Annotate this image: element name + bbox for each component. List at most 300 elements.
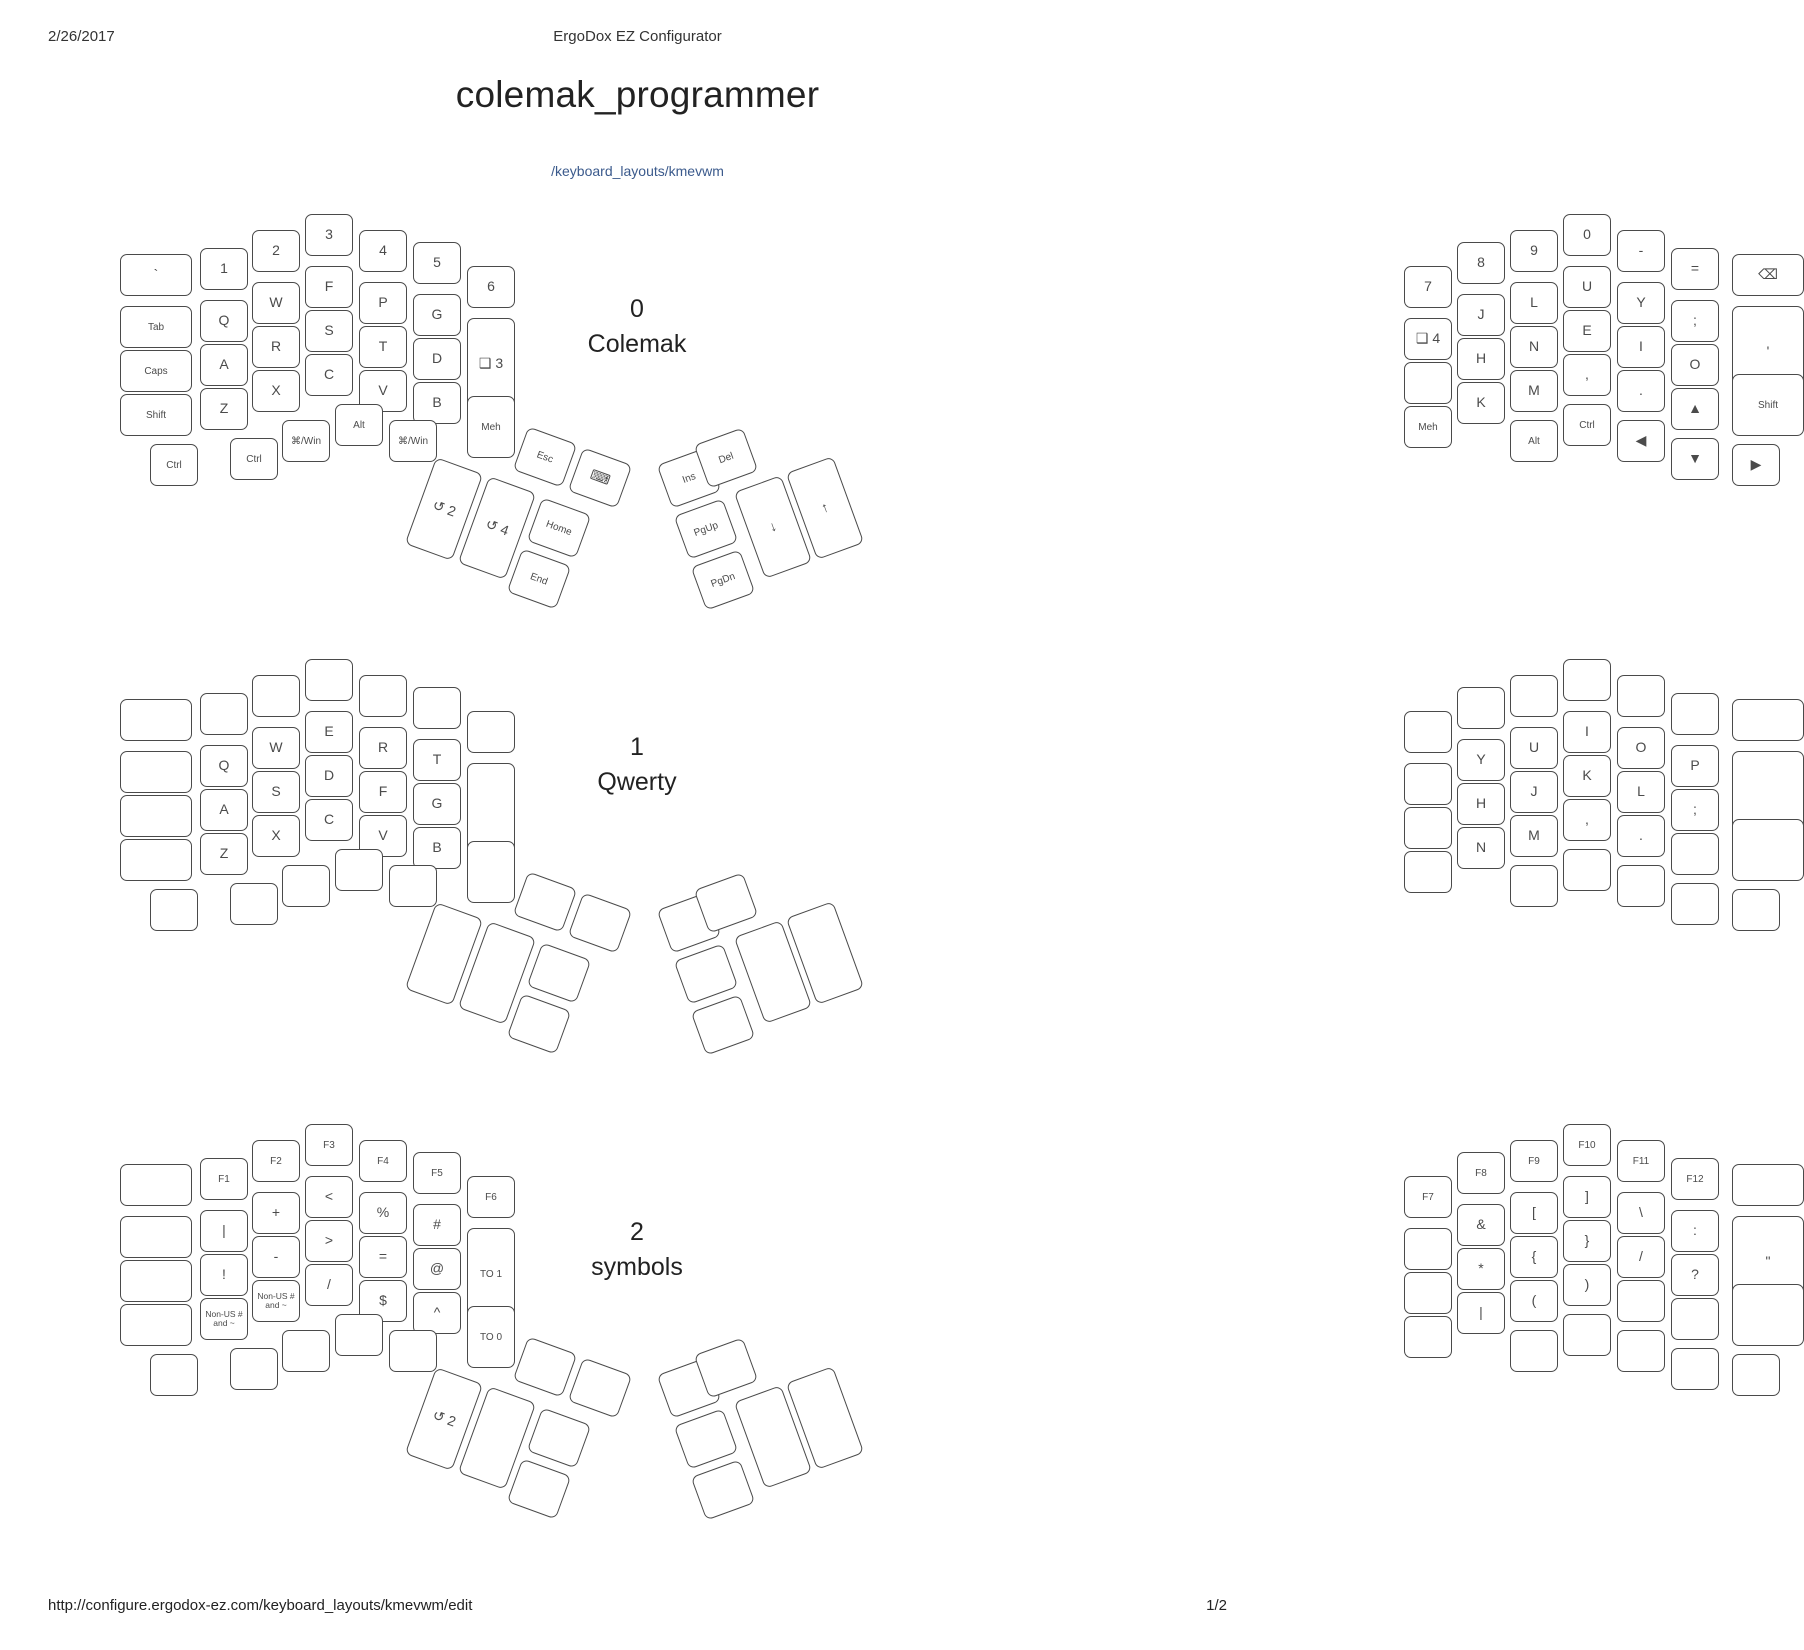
- keyboard-key[interactable]: [1563, 711, 1611, 753]
- keyboard-key[interactable]: [1404, 763, 1452, 805]
- keyboard-key[interactable]: [1671, 745, 1719, 787]
- keyboard-key[interactable]: [1617, 675, 1665, 717]
- key-label: O: [1689, 356, 1701, 373]
- keyboard-key[interactable]: [200, 833, 248, 875]
- keyboard-key[interactable]: [252, 1192, 300, 1234]
- keyboard-key[interactable]: [359, 727, 407, 769]
- keyboard-key[interactable]: [1617, 370, 1665, 412]
- key-label: Q: [218, 312, 230, 329]
- keyboard-key[interactable]: [335, 849, 383, 891]
- key-label: L: [1530, 294, 1538, 311]
- keyboard-key[interactable]: [252, 326, 300, 368]
- key-label: `: [153, 266, 159, 283]
- keyboard-key[interactable]: [467, 1176, 515, 1218]
- keyboard-key[interactable]: [305, 266, 353, 308]
- keyboard-key[interactable]: [568, 447, 633, 508]
- keyboard-key[interactable]: [200, 300, 248, 342]
- key-label: [: [1532, 1204, 1536, 1221]
- keyboard-key[interactable]: [200, 789, 248, 831]
- keyboard-key[interactable]: [1510, 815, 1558, 857]
- keyboard-key[interactable]: [1732, 1164, 1804, 1206]
- key-label: 7: [1424, 278, 1432, 295]
- key-label: Alt: [1528, 435, 1540, 447]
- keyboard-key[interactable]: [1404, 1316, 1452, 1358]
- key-label: 9: [1530, 242, 1538, 259]
- layer-2-name: symbols: [591, 1252, 683, 1281]
- key-label: ⌨: [588, 466, 613, 489]
- key-label: F12: [1686, 1173, 1704, 1185]
- keyboard-key[interactable]: [1563, 310, 1611, 352]
- keyboard-key[interactable]: [230, 438, 278, 480]
- keyboard-key[interactable]: [1617, 1330, 1665, 1372]
- keyboard-key[interactable]: [1671, 1254, 1719, 1296]
- key-label: -: [1638, 242, 1644, 259]
- keyboard-key[interactable]: [1671, 883, 1719, 925]
- keyboard-key[interactable]: [1563, 214, 1611, 256]
- keyboard-key[interactable]: [252, 1280, 300, 1322]
- keyboard-key[interactable]: [691, 994, 756, 1055]
- keyboard-key[interactable]: [200, 1158, 248, 1200]
- keyboard-key[interactable]: [1617, 1140, 1665, 1182]
- keyboard-key[interactable]: [305, 799, 353, 841]
- key-label: .: [1639, 382, 1643, 399]
- layer-0-number: 0: [630, 295, 644, 323]
- key-label: Y: [1636, 294, 1646, 311]
- keyboard-key[interactable]: [335, 1314, 383, 1356]
- keyboard-key[interactable]: [252, 675, 300, 717]
- keyboard-key[interactable]: [1732, 889, 1780, 931]
- keyboard-key[interactable]: [120, 751, 192, 793]
- key-label: ▶: [1750, 456, 1762, 473]
- layer-1-label: [537, 730, 737, 799]
- keyboard-key[interactable]: [252, 370, 300, 412]
- keyboard-key[interactable]: [120, 1304, 192, 1346]
- keyboard-key[interactable]: [120, 1164, 192, 1206]
- keyboard-key[interactable]: [1732, 819, 1804, 881]
- keyboard-key[interactable]: [305, 755, 353, 797]
- key-label: P: [1690, 757, 1700, 774]
- keyboard-key[interactable]: [252, 282, 300, 324]
- key-label: /: [1639, 1248, 1643, 1265]
- keyboard-key[interactable]: [200, 1254, 248, 1296]
- key-label: X: [271, 827, 281, 844]
- keyboard-key[interactable]: [150, 444, 198, 486]
- keyboard-key[interactable]: [120, 1216, 192, 1258]
- keyboard-key[interactable]: [359, 771, 407, 813]
- keyboard-key[interactable]: [1671, 789, 1719, 831]
- keyboard-key[interactable]: [527, 497, 592, 558]
- keyboard-key[interactable]: [359, 326, 407, 368]
- keyboard-key[interactable]: [1732, 444, 1780, 486]
- key-label: F3: [323, 1139, 335, 1151]
- key-label: W: [269, 294, 283, 311]
- keyboard-key[interactable]: [1510, 1236, 1558, 1278]
- key-label: ↑: [818, 498, 831, 517]
- keyboard-key[interactable]: [1563, 755, 1611, 797]
- keyboard-key[interactable]: [1617, 865, 1665, 907]
- keyboard-key[interactable]: [1510, 282, 1558, 324]
- key-label: Z: [219, 400, 229, 417]
- keyboard-key[interactable]: [1671, 1210, 1719, 1252]
- keyboard-key[interactable]: [467, 711, 515, 753]
- keyboard-key[interactable]: [1617, 282, 1665, 324]
- key-label: R: [377, 739, 389, 756]
- keyboard-key[interactable]: [359, 1236, 407, 1278]
- keyboard-key[interactable]: [305, 1264, 353, 1306]
- keyboard-key[interactable]: [413, 783, 461, 825]
- key-label: P: [378, 294, 388, 311]
- keyboard-key[interactable]: [1457, 739, 1505, 781]
- keyboard-key[interactable]: [305, 1220, 353, 1262]
- keyboard-key[interactable]: [1563, 799, 1611, 841]
- keyboard-key[interactable]: [150, 889, 198, 931]
- keyboard-key[interactable]: [568, 1357, 633, 1418]
- keyboard-key[interactable]: [305, 1124, 353, 1166]
- keyboard-key[interactable]: [1563, 1176, 1611, 1218]
- keyboard-key[interactable]: [200, 248, 248, 290]
- keyboard-key[interactable]: [413, 1248, 461, 1290]
- keyboard-key[interactable]: [1404, 362, 1452, 404]
- keyboard-key[interactable]: [1563, 849, 1611, 891]
- keyboard-key[interactable]: [1563, 266, 1611, 308]
- keyboard-key[interactable]: [1563, 1264, 1611, 1306]
- keyboard-key[interactable]: [1510, 771, 1558, 813]
- keyboard-key[interactable]: [1563, 354, 1611, 396]
- key-label: F4: [377, 1155, 389, 1167]
- keyboard-key[interactable]: [305, 711, 353, 753]
- layer-1-number: 1: [630, 733, 644, 761]
- keyboard-key[interactable]: [1510, 1280, 1558, 1322]
- keyboard-key[interactable]: [467, 841, 515, 903]
- key-label: J: [1477, 306, 1485, 323]
- key-label: F10: [1578, 1139, 1596, 1151]
- key-label: N: [1528, 338, 1540, 355]
- key-label: 5: [433, 254, 441, 271]
- keyboard-key[interactable]: [1457, 687, 1505, 729]
- keyboard-key[interactable]: [230, 1348, 278, 1390]
- keyboard-key[interactable]: [282, 1330, 330, 1372]
- key-label: ;: [1693, 312, 1697, 329]
- keyboard-key[interactable]: [513, 426, 578, 487]
- keyboard-key[interactable]: [1457, 242, 1505, 284]
- keyboard-key[interactable]: [1404, 406, 1452, 448]
- keyboard-key[interactable]: [120, 350, 192, 392]
- key-label: B: [432, 839, 442, 856]
- key-label: ⌘/Win: [398, 435, 428, 447]
- keyboard-key[interactable]: [1617, 771, 1665, 813]
- key-label: U: [1581, 278, 1593, 295]
- key-label: R: [270, 338, 282, 355]
- keyboard-key[interactable]: [513, 1336, 578, 1397]
- key-label: F9: [1528, 1155, 1540, 1167]
- key-label: K: [1476, 394, 1486, 411]
- keyboard-key[interactable]: [1671, 693, 1719, 735]
- keyboard-key[interactable]: [1510, 230, 1558, 272]
- keyboard-key[interactable]: [305, 310, 353, 352]
- keyboard-key[interactable]: [200, 388, 248, 430]
- keyboard-key[interactable]: [1404, 266, 1452, 308]
- keyboard-key[interactable]: [1457, 783, 1505, 825]
- keyboard-key[interactable]: [1732, 254, 1804, 296]
- key-label: Alt: [353, 419, 365, 431]
- keyboard-key[interactable]: [1563, 404, 1611, 446]
- key-label: \: [1639, 1204, 1643, 1221]
- keyboard-key[interactable]: [568, 892, 633, 953]
- keyboard-key[interactable]: [1617, 727, 1665, 769]
- key-label: ❑ 3: [478, 355, 504, 372]
- keyboard-key[interactable]: [1404, 807, 1452, 849]
- key-label: A: [219, 801, 229, 818]
- keyboard-key[interactable]: [120, 306, 192, 348]
- keyboard-key[interactable]: [513, 871, 578, 932]
- keyboard-key[interactable]: [1404, 711, 1452, 753]
- keyboard-key[interactable]: [1732, 1354, 1780, 1396]
- layout-path-link[interactable]: /keyboard_layouts/kmevwm: [551, 163, 724, 179]
- key-label: =: [378, 1248, 388, 1265]
- key-label: F6: [485, 1191, 497, 1203]
- keyboard-key[interactable]: [1671, 1298, 1719, 1340]
- keyboard-key[interactable]: [252, 727, 300, 769]
- key-label: !: [222, 1266, 226, 1283]
- keyboard-key[interactable]: [1617, 326, 1665, 368]
- keyboard-key[interactable]: [674, 943, 739, 1004]
- keyboard-key[interactable]: [282, 865, 330, 907]
- keyboard-key[interactable]: [691, 549, 756, 610]
- keyboard-key[interactable]: [1510, 1330, 1558, 1372]
- keyboard-key[interactable]: [1617, 1192, 1665, 1234]
- keyboard-key[interactable]: [150, 1354, 198, 1396]
- keyboard-key[interactable]: [252, 771, 300, 813]
- keyboard-key[interactable]: [467, 266, 515, 308]
- keyboard-key[interactable]: [389, 420, 437, 462]
- key-label: ": [1765, 1253, 1771, 1270]
- keyboard-key[interactable]: [1404, 1176, 1452, 1218]
- keyboard-key[interactable]: [359, 1140, 407, 1182]
- keyboard-key[interactable]: [467, 1306, 515, 1368]
- keyboard-key[interactable]: [305, 1176, 353, 1218]
- key-label: ↺ 2: [430, 1406, 458, 1430]
- keyboard-key[interactable]: [1510, 727, 1558, 769]
- keyboard-key[interactable]: [389, 865, 437, 907]
- key-label: V: [378, 382, 388, 399]
- layer-2-number: 2: [630, 1218, 644, 1246]
- keyboard-key[interactable]: [1617, 815, 1665, 857]
- keyboard-key[interactable]: [1671, 1348, 1719, 1390]
- keyboard-key[interactable]: [1563, 1124, 1611, 1166]
- keyboard-key[interactable]: [252, 230, 300, 272]
- keyboard-key[interactable]: [120, 839, 192, 881]
- keyboard-key[interactable]: [120, 795, 192, 837]
- keyboard-key[interactable]: [200, 344, 248, 386]
- keyboard-key[interactable]: [1671, 344, 1719, 386]
- keyboard-key[interactable]: [1671, 388, 1719, 430]
- keyboard-key[interactable]: [359, 1192, 407, 1234]
- key-label: 6: [487, 278, 495, 295]
- keyboard-key[interactable]: [1510, 865, 1558, 907]
- key-label: End: [528, 570, 550, 588]
- keyboard-key[interactable]: [1457, 294, 1505, 336]
- key-label: U: [1528, 739, 1540, 756]
- keyboard-key[interactable]: [335, 404, 383, 446]
- key-label: TO 0: [479, 1331, 503, 1343]
- key-label: K: [1582, 767, 1592, 784]
- keyboard-key[interactable]: [200, 1298, 248, 1340]
- key-label: I: [1585, 723, 1589, 740]
- key-label: S: [271, 783, 281, 800]
- keyboard-key[interactable]: [1671, 833, 1719, 875]
- keyboard-key[interactable]: [507, 1458, 572, 1519]
- keyboard-key[interactable]: [1617, 420, 1665, 462]
- key-label: Shift: [1757, 399, 1778, 411]
- key-label: |: [1479, 1304, 1483, 1321]
- keyboard-key[interactable]: [1457, 338, 1505, 380]
- keyboard-key[interactable]: [691, 1459, 756, 1520]
- keyboard-key[interactable]: [1510, 370, 1558, 412]
- keyboard-key[interactable]: [389, 1330, 437, 1372]
- keyboard-key[interactable]: [1617, 230, 1665, 272]
- keyboard-key[interactable]: [200, 745, 248, 787]
- key-label: L: [1637, 783, 1645, 800]
- keyboard-key[interactable]: [1671, 1158, 1719, 1200]
- keyboard-key[interactable]: [359, 675, 407, 717]
- keyboard-key[interactable]: [1510, 420, 1558, 462]
- keyboard-key[interactable]: [413, 687, 461, 729]
- keyboard-key[interactable]: [467, 396, 515, 458]
- keyboard-key[interactable]: [527, 1407, 592, 1468]
- key-label: ⌘/Win: [291, 435, 321, 447]
- keyboard-key[interactable]: [305, 354, 353, 396]
- key-label: .: [1639, 827, 1643, 844]
- key-label: #: [433, 1216, 441, 1233]
- keyboard-key[interactable]: [1510, 326, 1558, 368]
- key-label: Del: [717, 450, 735, 466]
- keyboard-key[interactable]: [1671, 438, 1719, 480]
- key-label: Meh: [481, 421, 501, 433]
- keyboard-key[interactable]: [1457, 382, 1505, 424]
- key-label: Non-US # and ~: [257, 1290, 295, 1310]
- keyboard-key[interactable]: [305, 214, 353, 256]
- keyboard-key[interactable]: [1457, 1292, 1505, 1334]
- key-label: O: [1635, 739, 1647, 756]
- keyboard-key[interactable]: [1457, 1152, 1505, 1194]
- key-label: :: [1693, 1222, 1697, 1239]
- key-label: F: [324, 278, 334, 295]
- keyboard-key[interactable]: [1404, 318, 1452, 360]
- keyboard-key[interactable]: [1732, 374, 1804, 436]
- key-label: J: [1530, 783, 1538, 800]
- key-label: 8: [1477, 254, 1485, 271]
- keyboard-key[interactable]: [200, 1210, 248, 1252]
- key-label: Y: [1476, 751, 1486, 768]
- key-label: PgDn: [709, 570, 737, 590]
- keyboard-key[interactable]: [120, 1260, 192, 1302]
- keyboard-key[interactable]: [1671, 248, 1719, 290]
- keyboard-key[interactable]: [120, 394, 192, 436]
- keyboard-key[interactable]: [305, 659, 353, 701]
- footer-url: http://configure.ergodox-ez.com/keyboard_layouts/kmevwm/edit: [48, 1597, 473, 1614]
- keyboard-key[interactable]: [120, 699, 192, 741]
- keyboard-key[interactable]: [413, 739, 461, 781]
- key-label: ^: [433, 1304, 441, 1321]
- keyboard-key[interactable]: [359, 282, 407, 324]
- page-header: [0, 28, 1275, 45]
- key-label: G: [431, 795, 443, 812]
- key-label: Ctrl: [246, 453, 262, 465]
- keyboard-key[interactable]: [413, 242, 461, 284]
- keyboard-key[interactable]: [252, 1140, 300, 1182]
- keyboard-key[interactable]: [413, 1152, 461, 1194]
- key-label: ↓: [766, 517, 779, 536]
- keyboard-key[interactable]: [252, 815, 300, 857]
- keyboard-key[interactable]: [413, 294, 461, 336]
- keyboard-key[interactable]: [1732, 1284, 1804, 1346]
- key-label: E: [324, 723, 334, 740]
- keyboard-key[interactable]: [413, 1292, 461, 1334]
- keyboard-key[interactable]: [674, 1408, 739, 1469]
- key-label: I: [1639, 338, 1643, 355]
- key-label: T: [378, 338, 388, 355]
- keyboard-key[interactable]: [1563, 1314, 1611, 1356]
- key-label: V: [378, 827, 388, 844]
- keyboard-key[interactable]: [120, 254, 192, 296]
- keyboard-key[interactable]: [1457, 1204, 1505, 1246]
- keyboard-key[interactable]: [1617, 1280, 1665, 1322]
- keyboard-key[interactable]: [413, 1204, 461, 1246]
- keyboard-key[interactable]: [230, 883, 278, 925]
- key-label: *: [1478, 1260, 1484, 1277]
- keyboard-key[interactable]: [1732, 699, 1804, 741]
- keyboard-key[interactable]: [1563, 659, 1611, 701]
- keyboard-key[interactable]: [1510, 675, 1558, 717]
- keyboard-key[interactable]: [1457, 1248, 1505, 1290]
- keyboard-key[interactable]: [507, 993, 572, 1054]
- keyboard-key[interactable]: [527, 942, 592, 1003]
- keyboard-key[interactable]: [282, 420, 330, 462]
- keyboard-key[interactable]: [1671, 300, 1719, 342]
- key-label: >: [324, 1232, 334, 1249]
- key-label: ]: [1585, 1188, 1589, 1205]
- header-date: 2/26/2017: [48, 28, 115, 45]
- key-label: Shift: [145, 409, 166, 421]
- key-label: D: [431, 350, 443, 367]
- key-label: F: [378, 783, 388, 800]
- keyboard-key[interactable]: [1563, 1220, 1611, 1262]
- keyboard-key[interactable]: [1404, 1272, 1452, 1314]
- keyboard-key[interactable]: [413, 382, 461, 424]
- keyboard-key[interactable]: [359, 230, 407, 272]
- key-label: %: [376, 1204, 390, 1221]
- key-label: }: [1584, 1232, 1590, 1249]
- key-label: /: [327, 1276, 331, 1293]
- keyboard-key[interactable]: [252, 1236, 300, 1278]
- keyboard-key[interactable]: [413, 338, 461, 380]
- key-label: H: [1475, 795, 1487, 812]
- keyboard-key[interactable]: [200, 693, 248, 735]
- keyboard-key[interactable]: [1617, 1236, 1665, 1278]
- keyboard-key[interactable]: [1457, 827, 1505, 869]
- keyboard-key[interactable]: [413, 827, 461, 869]
- key-label: ,: [1585, 366, 1589, 383]
- keyboard-key[interactable]: [674, 498, 739, 559]
- keyboard-key[interactable]: [1510, 1140, 1558, 1182]
- keyboard-key[interactable]: [1404, 851, 1452, 893]
- keyboard-key[interactable]: [1404, 1228, 1452, 1270]
- keyboard-key[interactable]: [1510, 1192, 1558, 1234]
- key-label: Meh: [1418, 421, 1438, 433]
- keyboard-key[interactable]: [507, 548, 572, 609]
- key-label: T: [432, 751, 442, 768]
- key-label: F2: [270, 1155, 282, 1167]
